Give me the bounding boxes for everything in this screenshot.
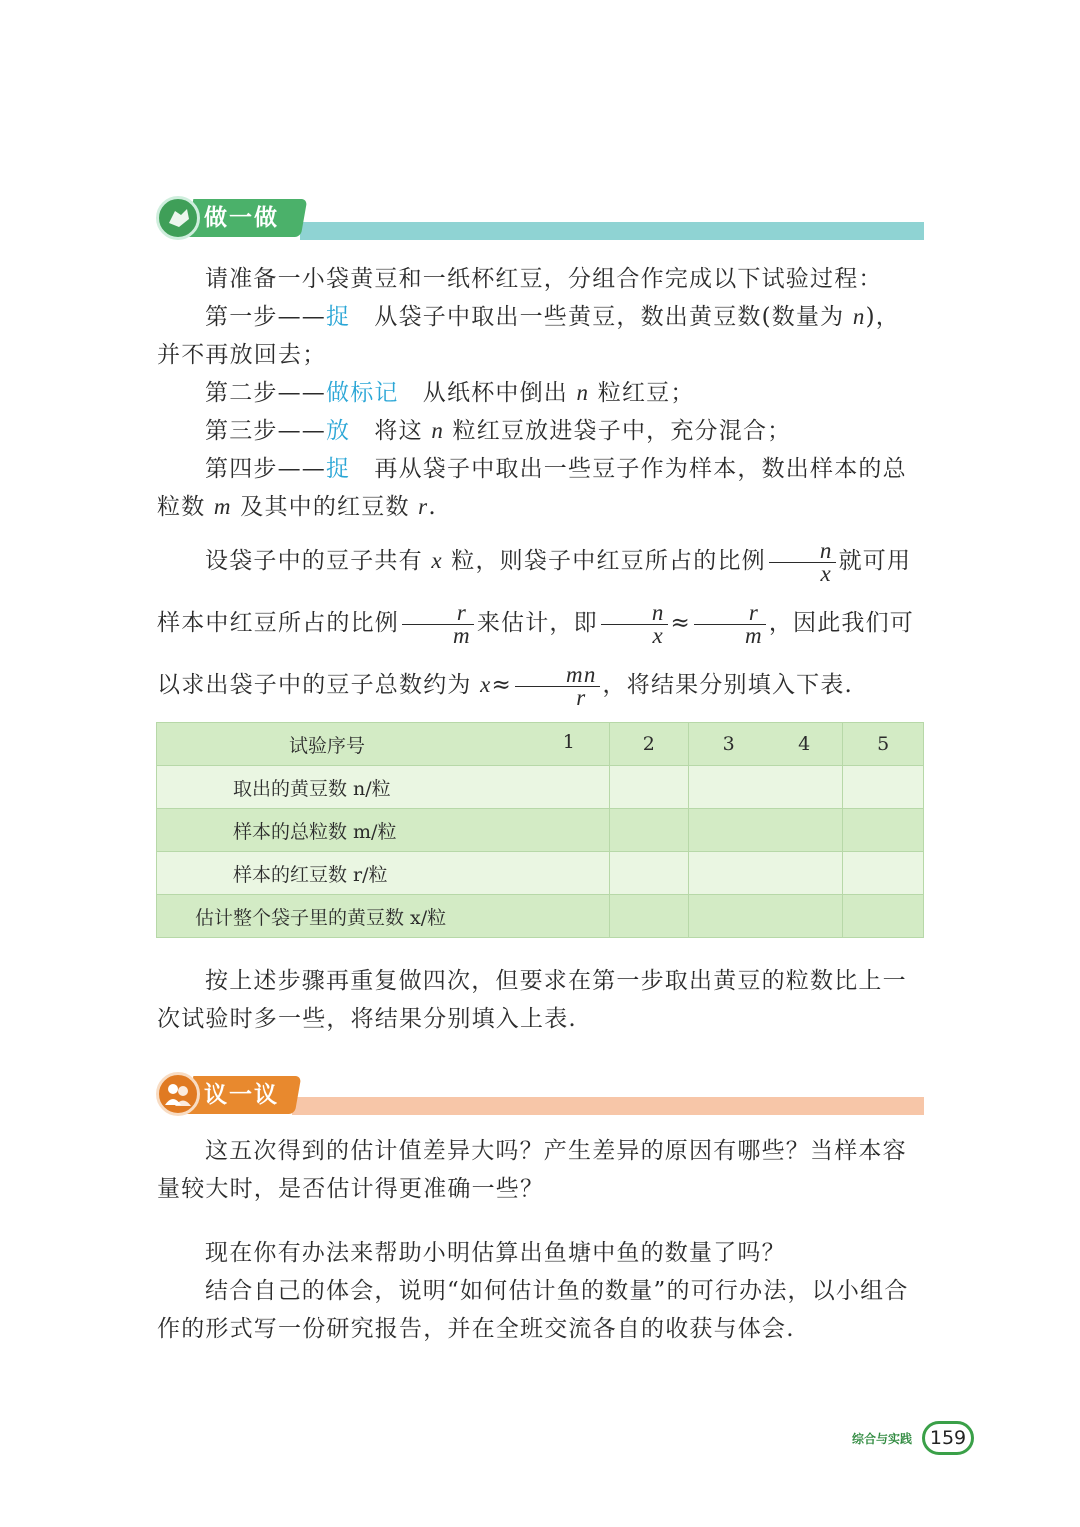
table-row <box>157 852 924 895</box>
closing-line-2: 结合自己的体会，说明“如何估计鱼的数量”的可行办法，以小组合作的形式写一份研究报告，并在全班交流各自的收获与体会. <box>157 1278 909 1342</box>
footer-chapter-label: 综合与实践 <box>852 1432 913 1446</box>
closing-paragraph <box>157 1234 923 1348</box>
table-cell[interactable] <box>688 852 843 895</box>
table-cell[interactable] <box>609 809 688 852</box>
section-tag-do <box>187 199 308 237</box>
table-cell[interactable] <box>609 852 688 895</box>
step-2-keyword: 做标记 <box>326 380 399 406</box>
table-row <box>157 766 924 809</box>
intro-text: 请准备一小袋黄豆和一纸杯红豆，分组合作完成以下试验过程： <box>205 266 883 292</box>
table-cell[interactable] <box>843 766 924 809</box>
step-1-keyword: 捉 <box>326 304 351 330</box>
table-cell[interactable] <box>843 809 924 852</box>
table-header-col-5: 5 <box>843 723 924 766</box>
discuss-paragraph <box>157 1132 923 1208</box>
discuss-text: 这五次得到的估计值差异大吗？产生差异的原因有哪些？当样本容量较大时，是否估计得更准确一些？ <box>157 1138 907 1202</box>
step-4: 第四步——捉 再从袋子中取出一些豆子作为样本，数出样本的总粒数 m 及其中的红豆数 r. <box>157 456 907 520</box>
fraction-mn-over-r: $\frac{mn}{r}$ <box>515 664 600 709</box>
section-title-do: 做一做 <box>204 205 279 231</box>
table-cell[interactable] <box>609 895 688 938</box>
section-bar-do <box>300 222 924 240</box>
table-header-col-2: 2 <box>609 723 688 766</box>
hands-icon <box>156 196 200 240</box>
table-cell[interactable] <box>688 766 843 809</box>
table-cell[interactable] <box>843 852 924 895</box>
table-row <box>157 809 924 852</box>
formula-paragraph: 设袋子中的豆子共有 x 粒，则袋子中红豆所占的比例 $\frac{n}{x}$ 就可用样本中红豆所占的比例 $\frac{r}{m}$ 来估计，即 $\frac{n}{x}$ ≈ $\frac{r}{m}$ ，因此我们可以求出袋子中的豆子总数约为 x≈ $\frac{mn}{r}$ ，将结果分别填入下表. <box>157 537 915 710</box>
fraction-r-over-m-2: $\frac{r}{m}$ <box>694 602 766 647</box>
people-icon <box>156 1072 200 1116</box>
step-3-keyword: 放 <box>326 418 351 444</box>
table-cell[interactable] <box>843 895 924 938</box>
table-header-col-1: 1 <box>562 730 575 753</box>
table-row-label-m: 样本的总粒数 m/粒 <box>157 809 610 852</box>
table-row-label-x: 估计整个袋子里的黄豆数 x/粒 <box>157 895 610 938</box>
table-header-col-4: 4 <box>798 733 811 755</box>
table-cell[interactable] <box>609 766 688 809</box>
step-4-keyword: 捉 <box>326 456 351 482</box>
table-cell[interactable] <box>688 809 843 852</box>
step-2: 第二步——做标记 从纸杯中倒出 n 粒红豆； <box>205 380 695 406</box>
step-3: 第三步——放 将这 n 粒红豆放进袋子中，充分混合； <box>205 418 792 444</box>
fraction-n-over-x: $\frac{n}{x}$ <box>769 540 836 585</box>
table-header-label: 试验序号 <box>289 734 366 757</box>
intro-block <box>157 260 923 526</box>
table-header-col-3: 3 <box>722 733 735 755</box>
fraction-n-over-x-2: $\frac{n}{x}$ <box>601 602 668 647</box>
closing-line-1: 现在你有办法来帮助小明估算出鱼塘中鱼的数量了吗？ <box>205 1240 786 1266</box>
table-cell[interactable] <box>688 895 843 938</box>
section-bar-discuss <box>292 1097 924 1115</box>
repeat-paragraph <box>157 962 923 1038</box>
repeat-text: 按上述步骤再重复做四次，但要求在第一步取出黄豆的粒数比上一次试验时多一些，将结果分别填入上表. <box>157 968 907 1032</box>
section-title-discuss: 议一议 <box>204 1082 279 1108</box>
table-row-label-n: 取出的黄豆数 n/粒 <box>157 766 610 809</box>
fraction-r-over-m: $\frac{r}{m}$ <box>402 602 474 647</box>
step-1: 第一步——捉 从袋子中取出一些黄豆，数出黄豆数(数量为 n)，并不再放回去； <box>157 304 900 368</box>
table-header-row <box>157 723 924 766</box>
table-row-label-r: 样本的红豆数 r/粒 <box>157 852 610 895</box>
experiment-table <box>156 722 924 938</box>
table-row <box>157 895 924 938</box>
page-number: 159 <box>922 1421 974 1455</box>
section-tag-discuss <box>187 1076 302 1114</box>
